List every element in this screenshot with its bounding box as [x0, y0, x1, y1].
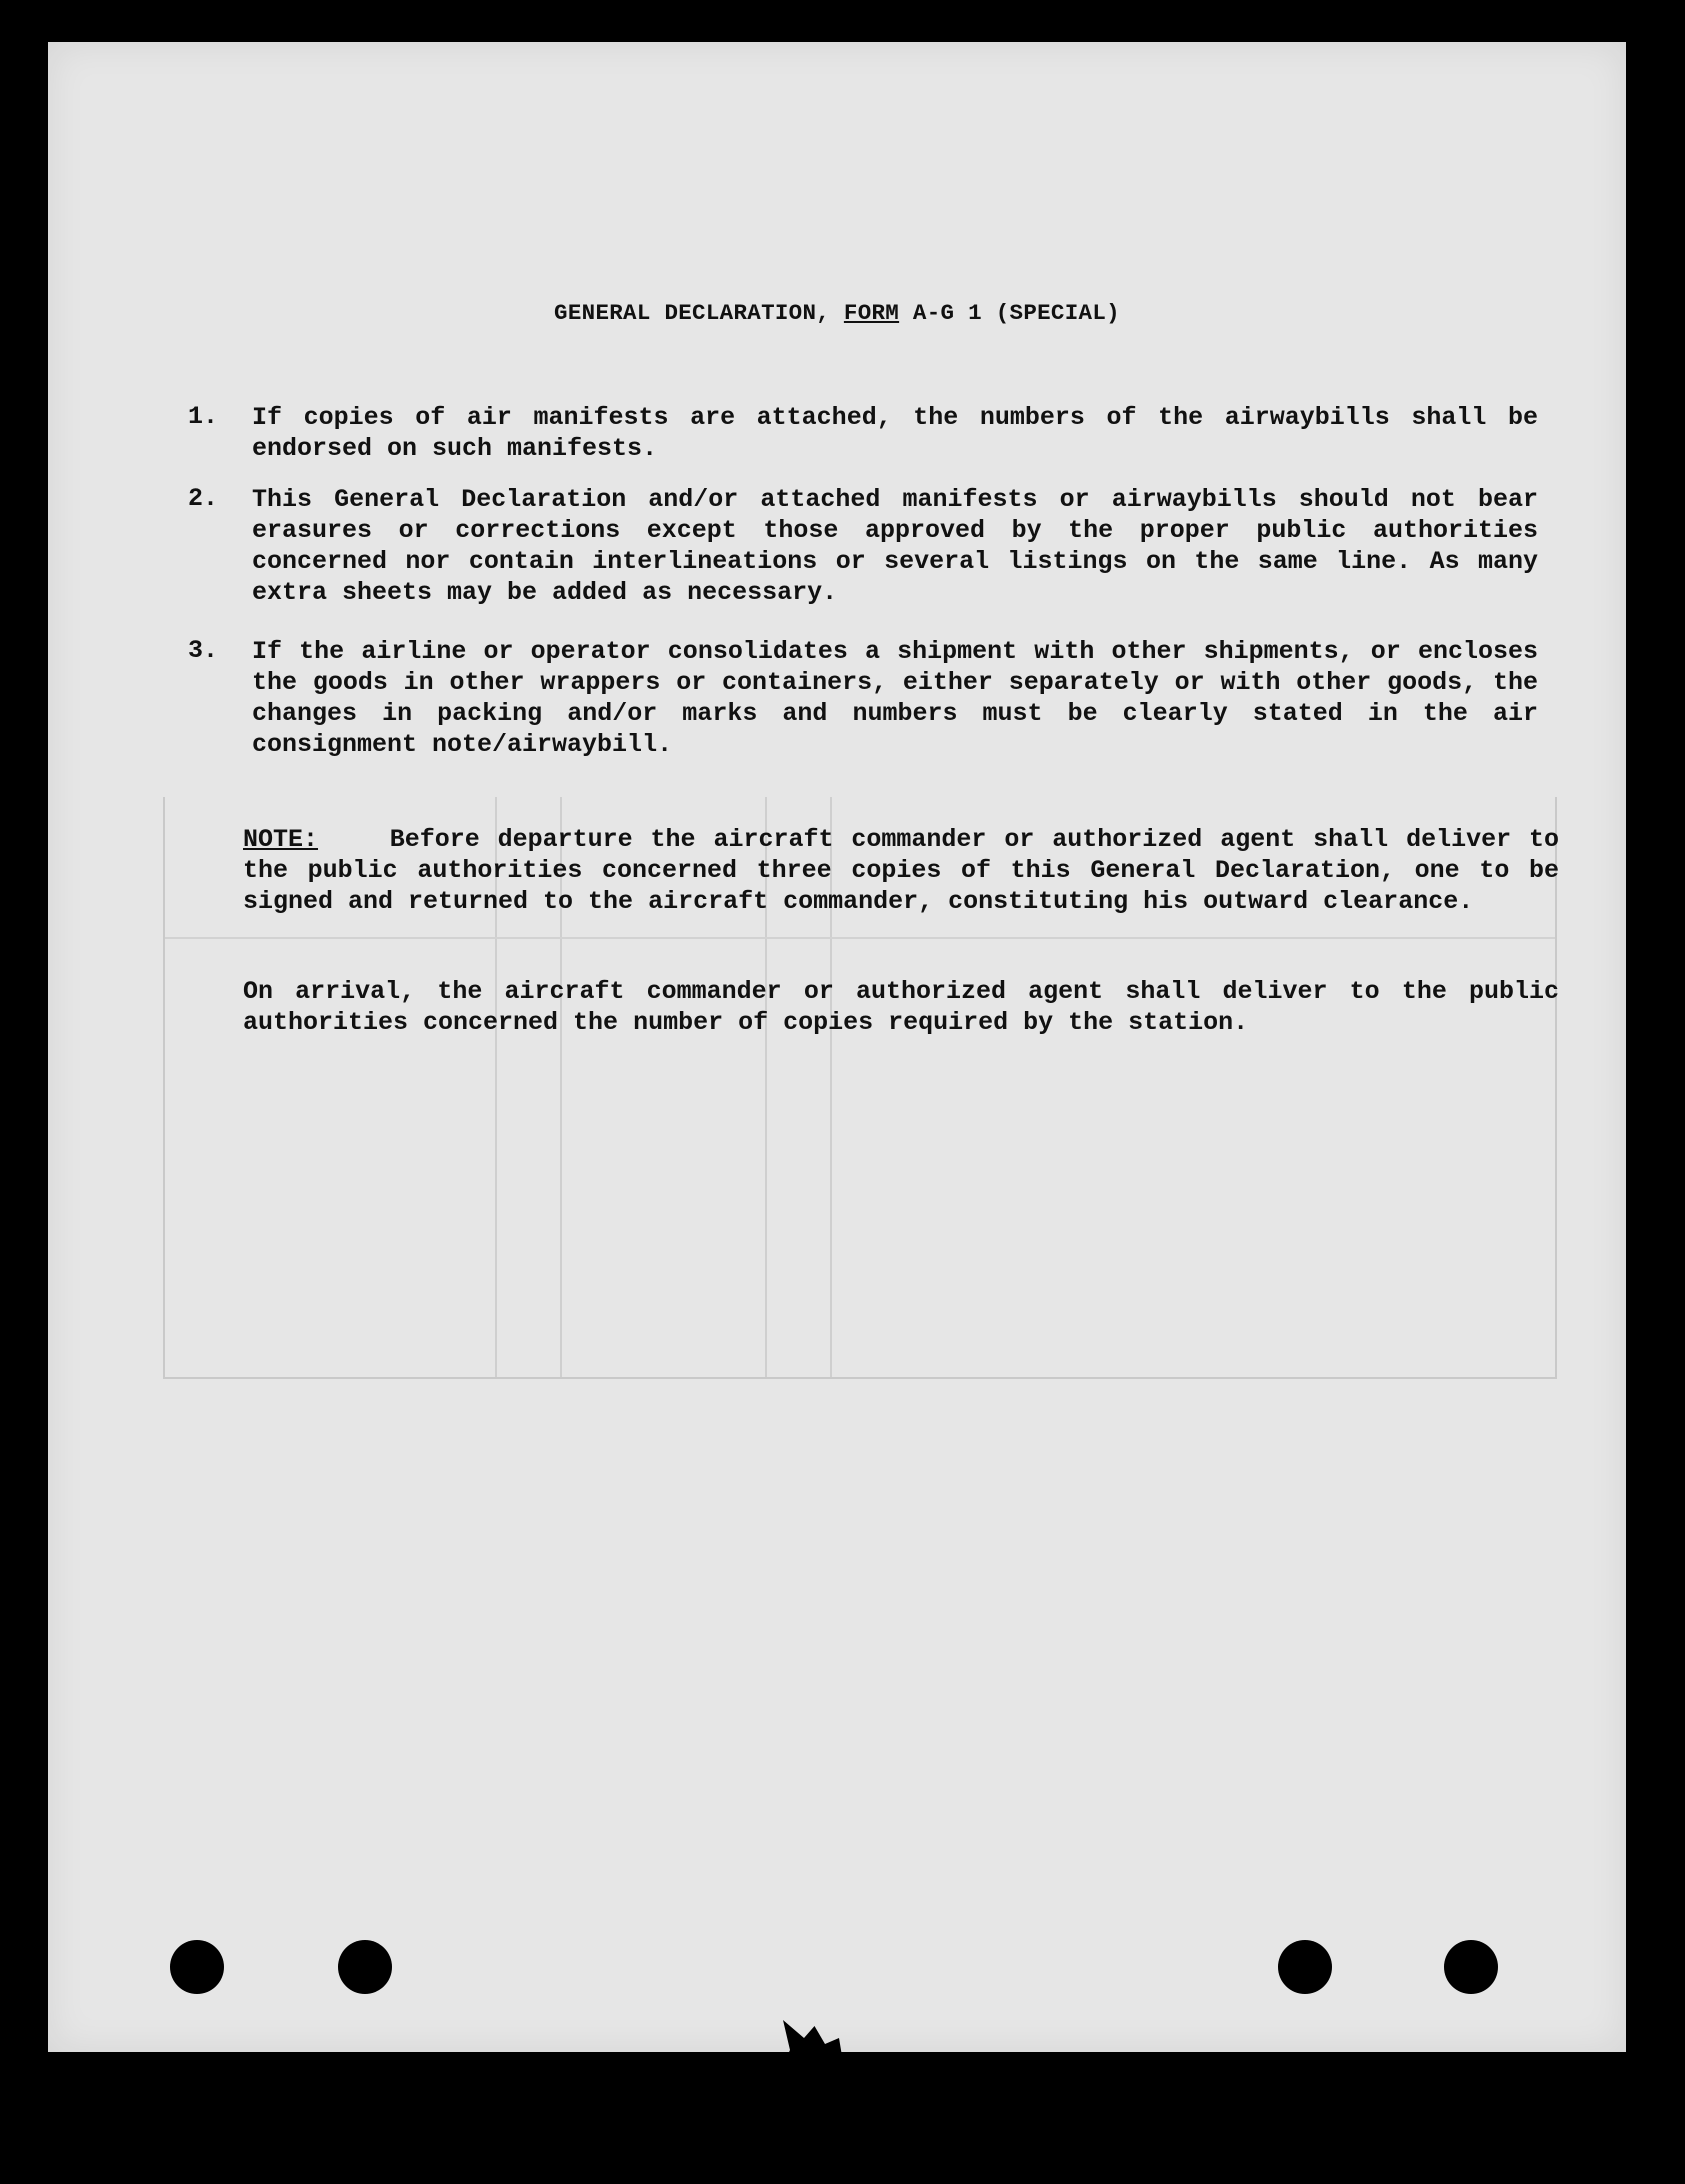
note-paragraph — [243, 824, 1559, 917]
item-number: 1. — [188, 402, 219, 431]
item-text: If the airline or operator consolidates a shipment with other shipments, or encloses the goods in other wrappers or containers, either separately or with other goods, the changes in packing and/or marks and numbers must be clearly stated in the air consignment note/airwaybill. — [252, 637, 1538, 759]
punch-hole — [1278, 1940, 1332, 1994]
punch-hole — [170, 1940, 224, 1994]
document-page — [48, 42, 1626, 2052]
punch-hole — [338, 1940, 392, 1994]
punch-hole — [1444, 1940, 1498, 1994]
note-text: Before departure the aircraft commander or authorized agent shall deliver to the public authorities concerned three copies of this General Declaration, one to be signed and returned to the aircraft commander, constituting his outward clearance. — [243, 825, 1560, 916]
item-number: 3. — [188, 636, 219, 665]
item-number: 2. — [188, 484, 219, 513]
page-title: GENERAL DECLARATION, FORM A-G 1 (SPECIAL) — [554, 300, 1120, 326]
arrival-paragraph: On arrival, the aircraft commander or authorized agent shall deliver to the public authorities concerned the number of copies required by the station. — [243, 977, 1559, 1037]
note-label: NOTE: — [243, 825, 319, 854]
item-text: This General Declaration and/or attached manifests or airwaybills should not bear erasures or corrections except those approved by the proper public authorities concerned nor contain interlineations or several listings on the same line. As many extra sheets may be added as necessary. — [252, 485, 1538, 607]
item-text: If copies of air manifests are attached, the numbers of the airwaybills shall be endorsed on such manifests. — [252, 403, 1538, 463]
document-content — [48, 42, 1626, 2052]
